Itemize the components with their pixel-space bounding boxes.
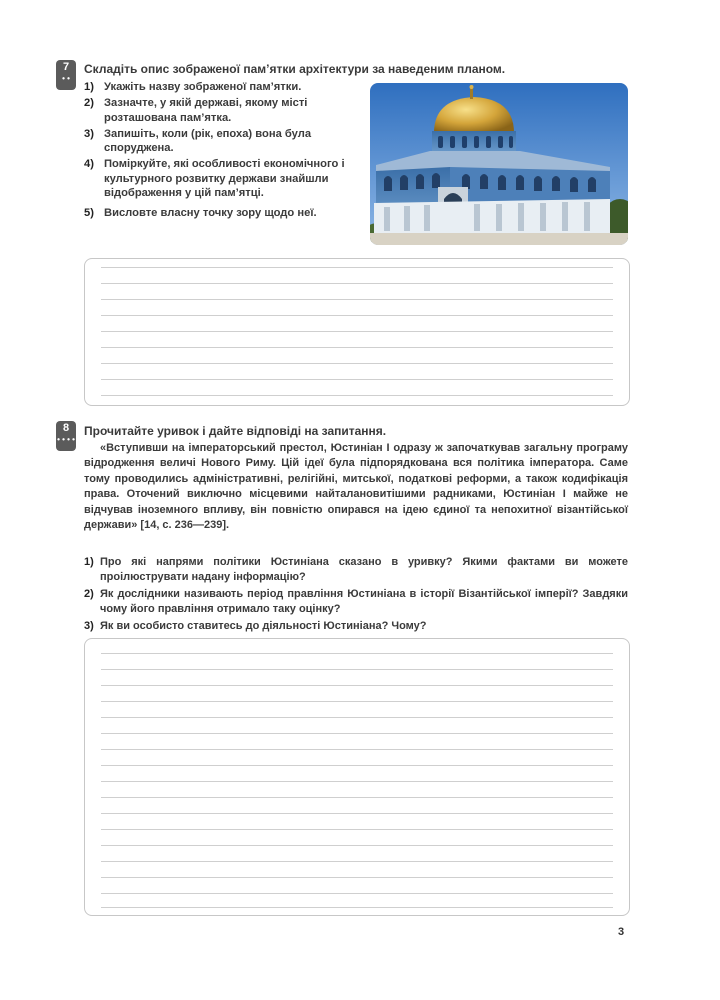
task-7-number: 7 xyxy=(62,61,70,73)
task-8-dots: • • • • xyxy=(57,435,75,444)
question-item: 1) Про які напрями політики Юстиніана сказано в уривку? Якими фактами ви можете проілюструвати надану інформацію? xyxy=(84,556,628,583)
plan-item: 2) Зазначте, у якій державі, якому місті розташована пам’ятка. xyxy=(84,97,308,124)
question-item: 2) Як дослідники називають період правління Юстиніана в історії Візантійської імперії? Завдяки чому його правління отримало таку оцінку? xyxy=(84,588,628,615)
answer-box-task-7[interactable] xyxy=(84,258,630,406)
plan-item: 3) Запишіть, коли (рік, епоха) вона була споруджена. xyxy=(84,127,312,155)
plan-item: 5) Висловте власну точку зору щодо неї. xyxy=(84,207,317,220)
task-7-dots: • • xyxy=(62,74,70,83)
task-8-number: 8 xyxy=(62,422,70,434)
task-8-questions xyxy=(84,555,628,636)
question-item: 3) Як ви особисто ставитесь до діяльності Юстиніана? Чому? xyxy=(84,620,427,632)
answer-box-task-8[interactable] xyxy=(84,638,630,916)
task-7-badge xyxy=(56,60,76,90)
task-8-heading: Прочитайте уривок і дайте відповіді на запитання. xyxy=(84,424,387,438)
task-8-badge xyxy=(56,421,76,451)
task-7-plan xyxy=(84,80,356,223)
plan-item: 4) Поміркуйте, які особливості економічного і культурного розвитку держави знайшли відображення у цій пам’ятці. xyxy=(84,158,345,200)
task-7-heading: Складіть опис зображеної пам’ятки архітектури за наведеним планом. xyxy=(84,62,506,76)
plan-item: 1) Укажіть назву зображеної пам’ятки. xyxy=(84,81,302,93)
dome-illustration xyxy=(370,83,628,245)
historical-excerpt: «Вступивши на імператорський престол, Юстиніан І одразу ж започаткував загальну програму відродження величі Нового Риму. Цій ідеї була підпорядкована вся політика імператора. Саме тому проводились адміністративні, релігійні, митської, податкові реформи, а також кодифікація права. Оточений виключно місцевими найталановитішими радниками, Юстиніан І майже не відчував іноземного впливу, він повністю опирався на ідею єдиної та непохитної візантійської держави» [14, с. 236—239]. xyxy=(84,442,628,532)
dome-of-the-rock-photo xyxy=(370,83,628,245)
page-number: 3 xyxy=(618,926,625,938)
